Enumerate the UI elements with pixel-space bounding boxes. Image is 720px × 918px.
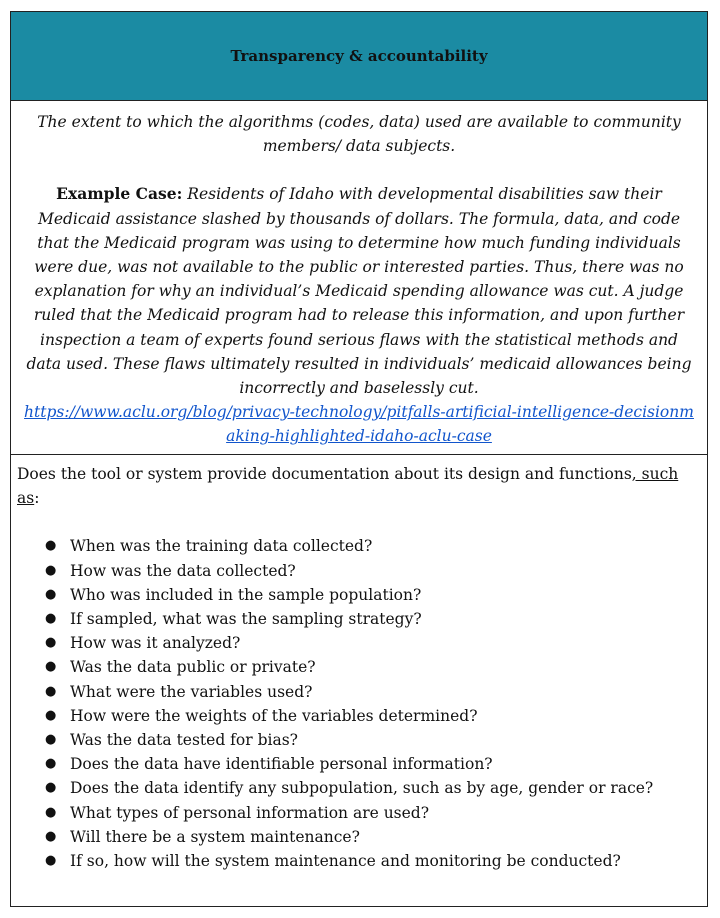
bullet-icon: ● xyxy=(45,659,57,675)
list-item xyxy=(17,752,699,776)
questions-intro-colon: : xyxy=(34,489,40,508)
question-text: How was the data collected? xyxy=(70,561,296,580)
table-header xyxy=(11,12,707,101)
bullet-icon: ● xyxy=(45,780,57,796)
bullet-icon: ● xyxy=(45,828,57,844)
bullet-icon: ● xyxy=(45,853,57,869)
description-cell xyxy=(11,101,707,455)
list-item xyxy=(17,680,699,704)
list-item xyxy=(17,704,699,728)
questions-list xyxy=(17,534,699,873)
bullet-icon: ● xyxy=(45,611,57,627)
aclu-article-link[interactable]: https://www.aclu.org/blog/privacy-technology/pitfalls-artificial-intelligence-decisionmaking-highlighted-idaho-aclu-case xyxy=(24,403,694,446)
question-text: If sampled, what was the sampling strategy? xyxy=(70,610,422,629)
bullet-icon: ● xyxy=(45,562,57,578)
bullet-icon: ● xyxy=(45,756,57,772)
question-text: What types of personal information are used? xyxy=(70,803,430,822)
definition-text: The extent to which the algorithms (codes, data) used are available to community members/ data subjects. xyxy=(37,113,681,156)
list-item xyxy=(17,849,699,873)
list-item xyxy=(17,825,699,849)
question-text: Who was included in the sample population? xyxy=(70,585,422,604)
questions-intro xyxy=(17,462,699,510)
header-title: Transparency & accountability xyxy=(230,47,488,65)
bullet-icon: ● xyxy=(45,732,57,748)
questions-intro-text: Does the tool or system provide documentation about its design and functions xyxy=(17,465,632,483)
questions-cell xyxy=(11,455,707,906)
question-text: If so, how will the system maintenance and monitoring be conducted? xyxy=(70,852,621,871)
list-item xyxy=(17,559,699,583)
example-case-label: Example Case: xyxy=(56,184,183,204)
question-text: How were the weights of the variables determined? xyxy=(70,706,478,725)
bullet-icon: ● xyxy=(45,538,57,554)
question-text: Does the data have identifiable personal information? xyxy=(70,755,493,774)
list-item xyxy=(17,801,699,825)
list-item xyxy=(17,631,699,655)
question-text: Does the data identify any subpopulation, such as by age, gender or race? xyxy=(70,779,654,798)
list-item xyxy=(17,583,699,607)
paragraph-spacer xyxy=(21,158,697,182)
bullet-icon: ● xyxy=(45,635,57,651)
question-text: How was it analyzed? xyxy=(70,634,241,653)
question-text: What were the variables used? xyxy=(70,682,313,701)
list-item xyxy=(17,534,699,558)
bullet-icon: ● xyxy=(45,707,57,723)
bullet-icon: ● xyxy=(45,586,57,602)
bullet-icon: ● xyxy=(45,683,57,699)
question-text: Will there be a system maintenance? xyxy=(70,827,360,846)
assessment-table xyxy=(10,11,708,907)
question-text: Was the data tested for bias? xyxy=(70,731,298,750)
list-item xyxy=(17,607,699,631)
example-case xyxy=(21,182,697,400)
list-item xyxy=(17,776,699,800)
questions-intro-underlined: , such as xyxy=(17,465,679,508)
bullet-icon: ● xyxy=(45,804,57,820)
question-text: When was the training data collected? xyxy=(70,537,373,556)
list-item xyxy=(17,655,699,679)
question-text: Was the data public or private? xyxy=(70,658,316,677)
list-item xyxy=(17,728,699,752)
example-case-text: Residents of Idaho with developmental disabilities saw their Medicaid assistance slashed by thousands of dollars. The formula, data, and code that the Medicaid program was using to determine how much funding individuals were due, was not available to the public or interested parties. Thus, there was no explanation for why an individual’s Medicaid spending allowance was cut. A judge ruled that the Medicaid program had to release this information, and upon further inspection a team of experts found serious flaws with the statistical methods and data used. These flaws ultimately resulted in individuals’ medicaid allowances being incorrectly and baselessly cut. xyxy=(26,185,692,398)
